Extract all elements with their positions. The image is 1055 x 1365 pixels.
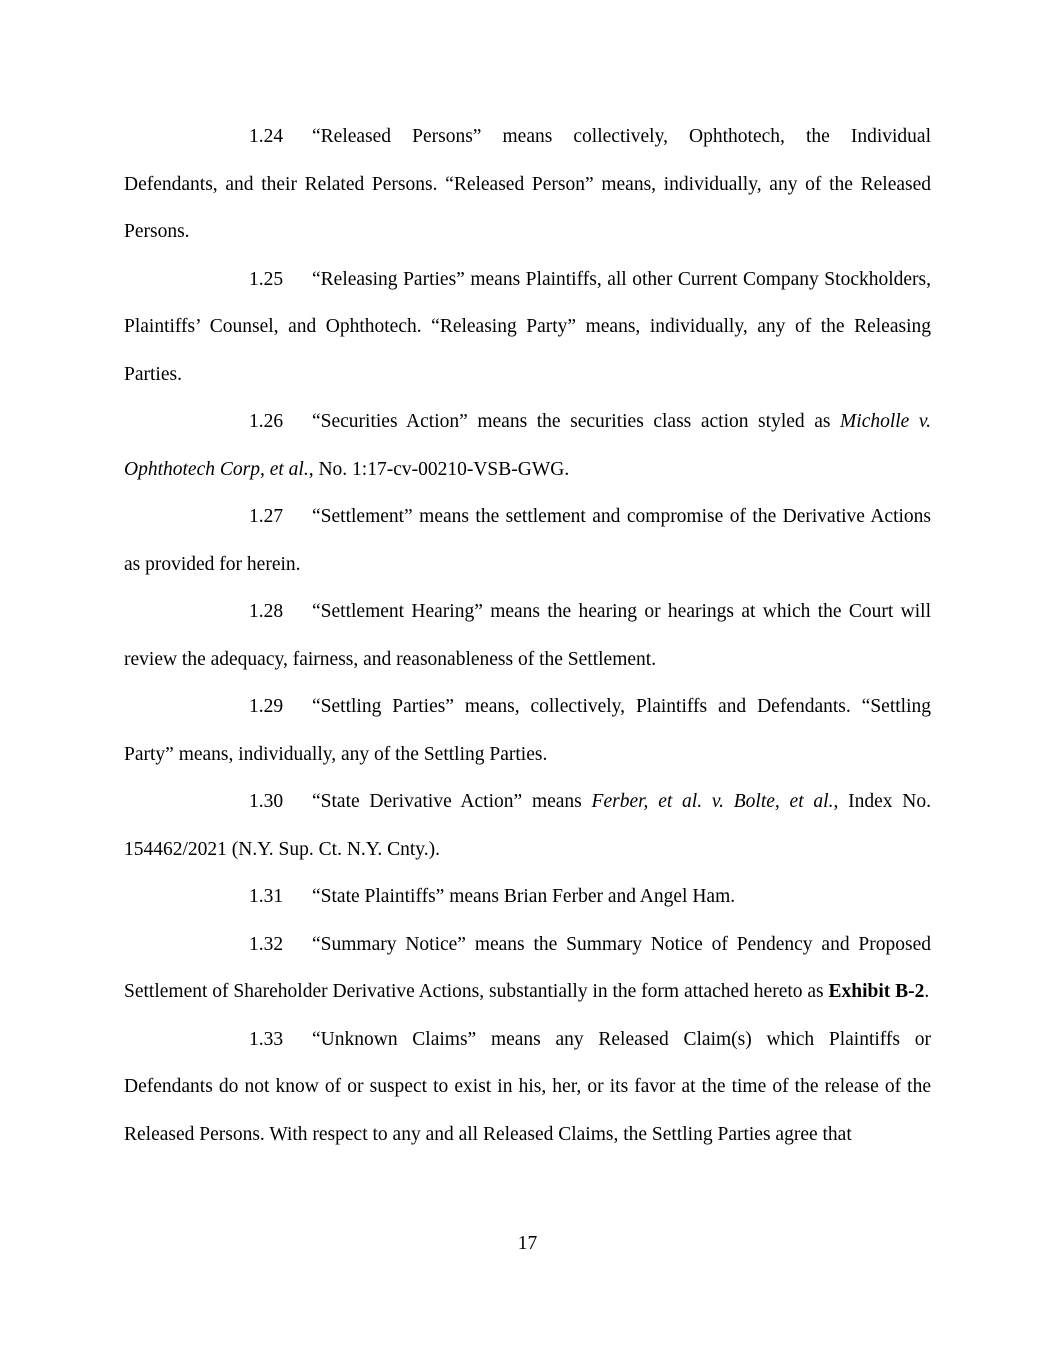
case-name: Ferber, et al. v. Bolte, et al.	[591, 791, 834, 812]
definition-text: “Settlement” means the settlement and compromise of the Derivative Actions as provided for herein.	[124, 506, 931, 575]
definition-text: “Unknown Claims” means any Released Claim(s) which Plaintiffs or Defendants do not know of or suspect to exist in his, her, or its favor at the time of the release of the Released Persons. With respect to any and all Released Claims, the Settling Parties agree that	[124, 1028, 931, 1145]
document-body	[124, 113, 931, 1158]
definition-text: “State Derivative Action” means	[312, 791, 592, 812]
section-number: 1.27	[249, 506, 284, 527]
section-number: 1.28	[249, 601, 284, 622]
definition-text: “Settlement Hearing” means the hearing or hearings at which the Court will review the adequacy, fairness, and reasonableness of the Settlement.	[124, 601, 931, 670]
definition-1-30	[124, 778, 931, 873]
definition-text: “Summary Notice” means the Summary Notice of Pendency and Proposed Settlement of Shareholder Derivative Actions, substantially in the form attached hereto as	[124, 933, 931, 1002]
case-name: Micholle v. Ophthotech Corp, et al.	[124, 411, 931, 480]
definition-1-28	[124, 588, 931, 683]
definition-1-33	[124, 1016, 931, 1159]
section-number: 1.31	[249, 886, 284, 907]
section-number: 1.33	[249, 1028, 284, 1050]
definition-1-26	[124, 398, 931, 493]
page-number: 17	[517, 1233, 538, 1254]
section-number: 1.29	[249, 696, 284, 717]
definition-1-25	[124, 256, 931, 399]
definition-1-27	[124, 493, 931, 588]
section-number: 1.24	[249, 126, 284, 147]
definition-text-end: .	[924, 981, 930, 1002]
definition-text: “Securities Action” means the securities class action styled as	[312, 411, 841, 432]
definition-text: “Released Persons” means collectively, Ophthotech, the Individual Defendants, and their Related Persons. “Released Person” means, individually, any of the Released Persons.	[124, 126, 931, 242]
exhibit-reference: Exhibit B-2	[828, 981, 925, 1002]
definition-text: “Settling Parties” means, collectively, Plaintiffs and Defendants. “Settling Party” means, individually, any of the Settling Parties.	[124, 696, 931, 765]
section-number: 1.26	[249, 411, 284, 432]
definition-1-31	[124, 873, 931, 921]
definition-text: “State Plaintiffs” means Brian Ferber and Angel Ham.	[312, 886, 736, 907]
definition-1-29	[124, 683, 931, 778]
definition-text: “Releasing Parties” means Plaintiffs, all other Current Company Stockholders, Plaintiffs’ Counsel, and Ophthotech. “Releasing Party” means, individually, any of the Releasing Parties.	[124, 268, 931, 385]
definition-1-32	[124, 921, 931, 1016]
definition-text-end: , No. 1:17-cv-00210-VSB-GWG.	[308, 458, 570, 480]
section-number: 1.25	[249, 268, 284, 290]
definition-text-end: , Index No. 154462/2021 (N.Y. Sup. Ct. N.Y. Cnty.).	[124, 791, 931, 860]
section-number: 1.30	[249, 791, 284, 812]
definition-1-24	[124, 113, 931, 256]
section-number: 1.32	[249, 933, 284, 955]
